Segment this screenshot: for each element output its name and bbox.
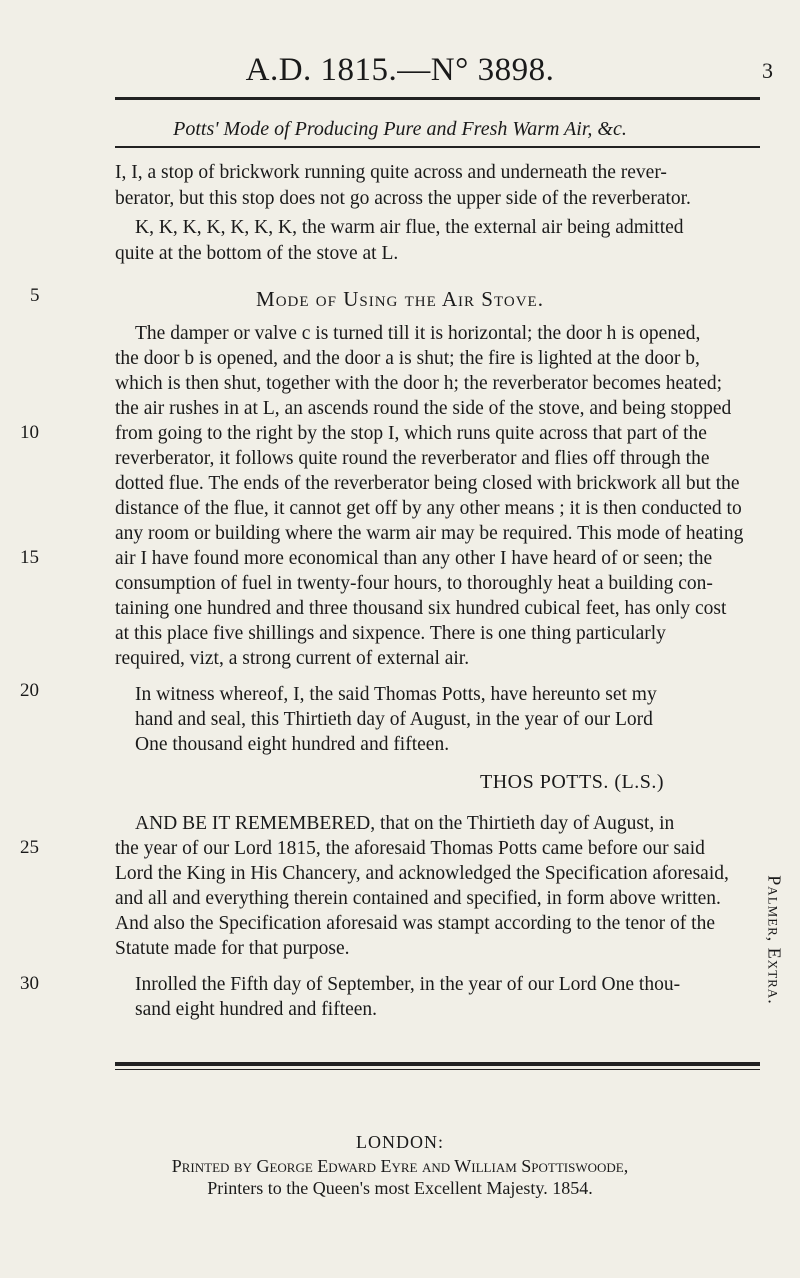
description-line: berator, but this stop does not go across the upper side of the reverberator. <box>115 188 691 209</box>
imprint-printers: Printed by George Edward Eyre and William Spottiswoode, <box>171 1156 629 1176</box>
line-number: 30 <box>20 973 39 994</box>
body-line: at this place five shillings and sixpence. There is one thing particularly <box>115 623 666 644</box>
page-number: 3 <box>762 58 773 83</box>
line-number: 10 <box>20 422 39 443</box>
body-line: reverberator, it follows quite round the reverberator and flies off through the <box>115 448 710 469</box>
witness-line: hand and seal, this Thirtieth day of August, in the year of our Lord <box>135 709 653 730</box>
body-line: distance of the flue, it cannot get off by any other means ; it is then conducted to <box>115 498 742 519</box>
signature: THOS POTTS. (L.S.) <box>480 771 665 793</box>
remembered-line: AND BE IT REMEMBERED, that on the Thirtieth day of August, in <box>135 813 675 834</box>
witness-line: One thousand eight hundred and fifteen. <box>135 734 450 755</box>
section-heading: Mode of Using the Air Stove. <box>256 287 544 311</box>
imprint-place: LONDON: <box>356 1132 444 1152</box>
remembered-line: the year of our Lord 1815, the aforesaid Thomas Potts came before our said <box>115 838 705 859</box>
remembered-line: And also the Specification aforesaid was stampt according to the tenor of the <box>115 913 715 934</box>
description-line: quite at the bottom of the stove at L. <box>115 243 399 264</box>
remembered-line: Statute made for that purpose. <box>115 938 350 959</box>
side-note-text: Palmer, Extra. <box>764 875 785 1005</box>
body-line: consumption of fuel in twenty-four hours, to thoroughly heat a building con- <box>115 573 713 594</box>
inrolled-line: Inrolled the Fifth day of September, in the year of our Lord One thou- <box>135 974 681 995</box>
imprint-royal: Printers to the Queen's most Excellent Majesty. 1854. <box>207 1178 593 1198</box>
footer-rule-thin <box>115 1069 760 1070</box>
remembered-line: Lord the King in His Chancery, and acknowledged the Specification aforesaid, <box>115 863 729 884</box>
body-line: dotted flue. The ends of the reverberator being closed with brickwork all but the <box>115 473 740 494</box>
header-rule-top <box>115 97 760 100</box>
body-line: air I have found more economical than any other I have heard of or seen; the <box>115 548 713 569</box>
running-head: Potts' Mode of Producing Pure and Fresh Warm Air, &c. <box>173 118 627 140</box>
inrolled-line: sand eight hundred and fifteen. <box>135 999 378 1020</box>
description-line: I, I, a stop of brickwork running quite across and underneath the rever- <box>115 162 667 183</box>
body-line: required, vizt, a strong current of external air. <box>115 648 470 669</box>
witness-line: In witness whereof, I, the said Thomas Potts, have hereunto set my <box>135 684 657 705</box>
line-number: 15 <box>20 547 39 568</box>
line-number: 25 <box>20 837 39 858</box>
header-rule-bottom <box>115 146 760 148</box>
body-line: any room or building where the warm air may be required. This mode of heating <box>115 523 744 544</box>
description-line: K, K, K, K, K, K, K, the warm air flue, the external air being admitted <box>135 217 684 238</box>
body-line: from going to the right by the stop I, which runs quite across that part of the <box>115 423 707 444</box>
body-line: The damper or valve c is turned till it is horizontal; the door h is opened, <box>135 323 701 344</box>
remembered-line: and all and everything therein contained and specified, in form above written. <box>115 888 721 909</box>
body-line: which is then shut, together with the door h; the reverberator becomes heated; <box>115 373 723 394</box>
body-line: taining one hundred and three thousand six hundred cubical feet, has only cost <box>115 598 727 619</box>
side-note <box>754 840 794 1040</box>
body-line: the air rushes in at L, an ascends round the side of the stove, and being stopped <box>115 398 732 419</box>
footer-rule-thick <box>115 1062 760 1066</box>
body-line: the door b is opened, and the door a is shut; the fire is lighted at the door b, <box>115 348 700 369</box>
page-title: A.D. 1815.—N° 3898. <box>245 52 555 88</box>
line-number: 5 <box>30 285 40 306</box>
line-number: 20 <box>20 680 39 701</box>
